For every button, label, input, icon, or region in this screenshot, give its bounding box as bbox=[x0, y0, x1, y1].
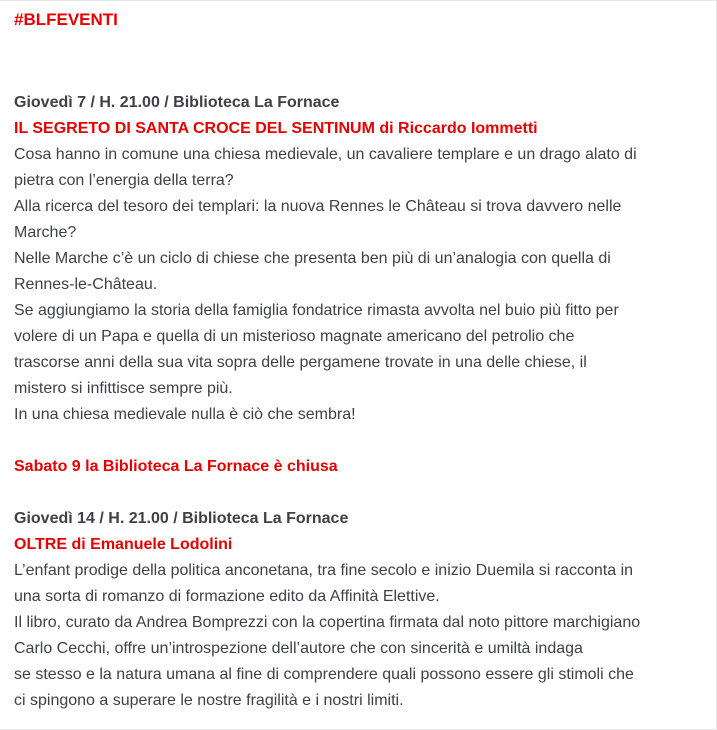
event-2-line: se stesso e la natura umana al fine di comprendere quali possono essere gli stimoli che bbox=[14, 666, 634, 683]
event-2-author: Emanuele Lodolini bbox=[90, 536, 233, 553]
event-1-title: IL SEGRETO DI SANTA CROCE DEL SENTINUM bbox=[14, 120, 375, 137]
event-2-line: Il libro, curato da Andrea Bomprezzi con la copertina firmata dal noto pittore marchigiano bbox=[14, 614, 641, 631]
event-1-line: Alla ricerca del tesoro dei templari: la nuova Rennes le Château si trova davvero nelle bbox=[14, 198, 622, 215]
event-1-line: Cosa hanno in comune una chiesa medievale, un cavaliere templare e un drago alato di bbox=[14, 146, 637, 163]
event-2-line: una sorta di romanzo di formazione edito da Affinità Elettive. bbox=[14, 588, 440, 605]
event-1-author-prefix: di bbox=[374, 120, 399, 137]
event-1 bbox=[14, 90, 702, 428]
event-2-author-prefix: di bbox=[67, 536, 91, 553]
event-1-line: trascorse anni della sua vita sopra delle pergamene trovate in una delle chiese, il bbox=[14, 354, 587, 371]
event-2-line: Carlo Cecchi, offre un’introspezione dell’autore che con sincerità e umiltà indaga bbox=[14, 640, 583, 657]
event-1-description bbox=[14, 142, 702, 428]
event-1-line: Se aggiungiamo la storia della famiglia fondatrice rimasta avvolta nel buio più fitto per bbox=[14, 302, 619, 319]
event-1-author: Riccardo Iommetti bbox=[398, 120, 538, 137]
event-1-line: Rennes-le-Château. bbox=[14, 276, 158, 293]
closure-notice: Sabato 9 la Biblioteca La Fornace è chiusa bbox=[14, 458, 338, 475]
event-1-line: volere di un Papa e quella di un misterioso magnate americano del petrolio che bbox=[14, 328, 575, 345]
event-2-line: ci spingono a superare le nostre fragilità e i nostri limiti. bbox=[14, 692, 404, 709]
event-1-heading: Giovedì 7 / H. 21.00 / Biblioteca La Fornace bbox=[14, 94, 340, 111]
event-2-line: L’enfant prodige della politica anconetana, tra fine secolo e inizio Duemila si racconta in bbox=[14, 562, 634, 579]
spacer bbox=[14, 480, 702, 506]
spacer bbox=[14, 428, 702, 454]
event-1-line: In una chiesa medievale nulla è ciò che sembra! bbox=[14, 406, 356, 423]
hashtag-title: #BLFEVENTI bbox=[14, 10, 118, 29]
event-2-heading: Giovedì 14 / H. 21.00 / Biblioteca La Fornace bbox=[14, 510, 349, 527]
event-1-line: Marche? bbox=[14, 224, 77, 241]
event-1-title-line bbox=[14, 116, 702, 142]
event-2-title: OLTRE bbox=[14, 536, 68, 553]
event-2 bbox=[14, 506, 702, 714]
event-1-line: pietra con l’energia della terra? bbox=[14, 172, 234, 189]
event-2-description bbox=[14, 558, 702, 714]
event-2-title-line bbox=[14, 532, 702, 558]
spacer bbox=[14, 34, 702, 90]
event-1-line: mistero si infittisce sempre più. bbox=[14, 380, 233, 397]
event-1-line: Nelle Marche c’è un ciclo di chiese che presenta ben più di un’analogia con quella di bbox=[14, 250, 611, 267]
